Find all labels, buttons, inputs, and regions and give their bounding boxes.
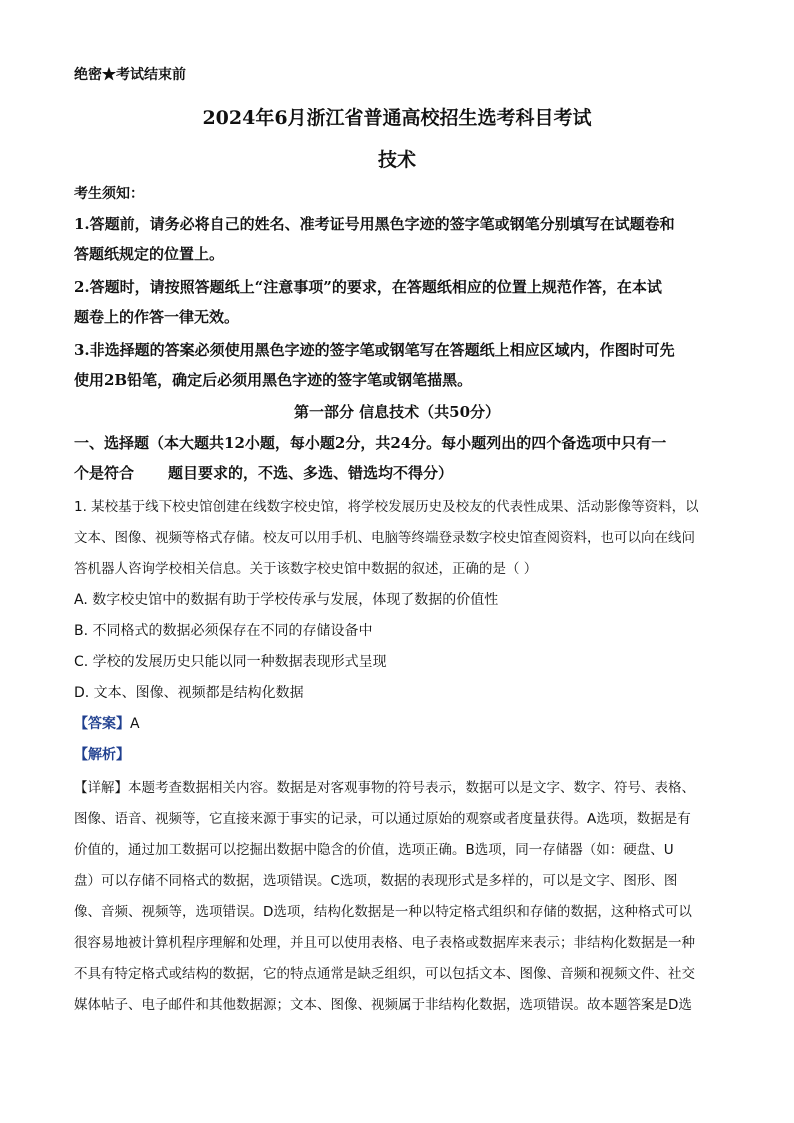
notice-line: 题卷上的作答一律无效。 xyxy=(74,308,240,326)
answer-value: A xyxy=(130,716,140,732)
detail-line: 像、音频、视频等，选项错误。D选项，结构化数据是一种以特定格式组织和存储的数据，这种格式可以 xyxy=(74,904,692,920)
question-stem: 文本、图像、视频等格式存储。校友可以用手机、电脑等终端登录数字校史馆查阅资料，也可以向在线问 xyxy=(74,530,695,546)
question-stem: 答机器人咨询学校相关信息。关于该数字校史馆中数据的叙述，正确的是（ ） xyxy=(74,561,538,577)
notice-heading: 考生须知： xyxy=(74,186,144,202)
detail-line: 不具有特定格式或结构的数据，它的特点通常是缺乏组织，可以包括文本、图像、音频和视频文件、社交 xyxy=(74,966,695,982)
notice-line: 答题纸规定的位置上。 xyxy=(74,245,225,263)
option-c: C. 学校的发展历史只能以同一种数据表现形式呈现 xyxy=(74,654,387,670)
instruction-part: 个是符合 xyxy=(74,464,135,482)
section-instruction: 一、选择题（本大题共12小题，每小题2分，共24分。每小题列出的四个备选项中只有一 xyxy=(74,434,667,452)
detail-line: 盘）可以存储不同格式的数据，选项错误。C选项，数据的表现形式是多样的，可以是文字、图形、图 xyxy=(74,873,678,889)
instruction-part: 题目要求的，不选、多选、错选均不得分） xyxy=(168,464,454,482)
notice-line: 使用2B铅笔，确定后必须用黑色字迹的签字笔或钢笔描黑。 xyxy=(74,371,473,389)
answer-label: 【答案】 xyxy=(74,716,130,732)
option-d: D. 文本、图像、视频都是结构化数据 xyxy=(74,685,304,701)
part-title: 第一部分 信息技术（共50分） xyxy=(293,403,501,421)
question-stem: 1. 某校基于线下校史馆创建在线数字校史馆，将学校发展历史及校友的代表性成果、活动影像等资料，以 xyxy=(74,499,699,515)
notice-line: 2.答题时，请按照答题纸上“注意事项”的要求，在答题纸相应的位置上规范作答，在本试 xyxy=(74,278,662,296)
detail-line: 媒体帖子、电子邮件和其他数据源；文本、图像、视频属于非结构化数据，选项错误。故本题答案是D选 xyxy=(74,997,692,1013)
notice-line: 3.非选择题的答案必须使用黑色字迹的签字笔或钢笔写在答题纸上相应区域内，作图时可先 xyxy=(74,341,675,359)
detail-line: 【详解】本题考查数据相关内容。数据是对客观事物的符号表示，数据可以是文字、数字、符号、表格、 xyxy=(74,780,695,796)
analysis-line xyxy=(74,744,130,764)
answer-line xyxy=(74,713,140,733)
confidential-label: 绝密★考试结束前 xyxy=(74,67,186,83)
exam-title: 2024年6月浙江省普通高校招生选考科目考试 xyxy=(202,107,592,129)
option-b: B. 不同格式的数据必须保存在不同的存储设备中 xyxy=(74,623,373,639)
analysis-label: 【解析】 xyxy=(74,747,130,763)
detail-line: 价值的，通过加工数据可以挖掘出数据中隐含的价值，选项正确。B选项，同一存储器（如：硬盘、U xyxy=(74,842,674,858)
notice-line: 1.答题前，请务必将自己的姓名、准考证号用黑色字迹的签字笔或钢笔分别填写在试题卷和 xyxy=(74,215,675,233)
subject-title: 技术 xyxy=(377,149,416,171)
detail-line: 很容易地被计算机程序理解和处理，并且可以使用表格、电子表格或数据库来表示；非结构化数据是一种 xyxy=(74,935,695,951)
option-a: A. 数字校史馆中的数据有助于学校传承与发展，体现了数据的价值性 xyxy=(74,592,499,608)
section-instruction-continued xyxy=(74,462,453,483)
detail-line: 图像、语音、视频等，它直接来源于事实的记录，可以通过原始的观察或者度量获得。A选项，数据是有 xyxy=(74,811,691,827)
